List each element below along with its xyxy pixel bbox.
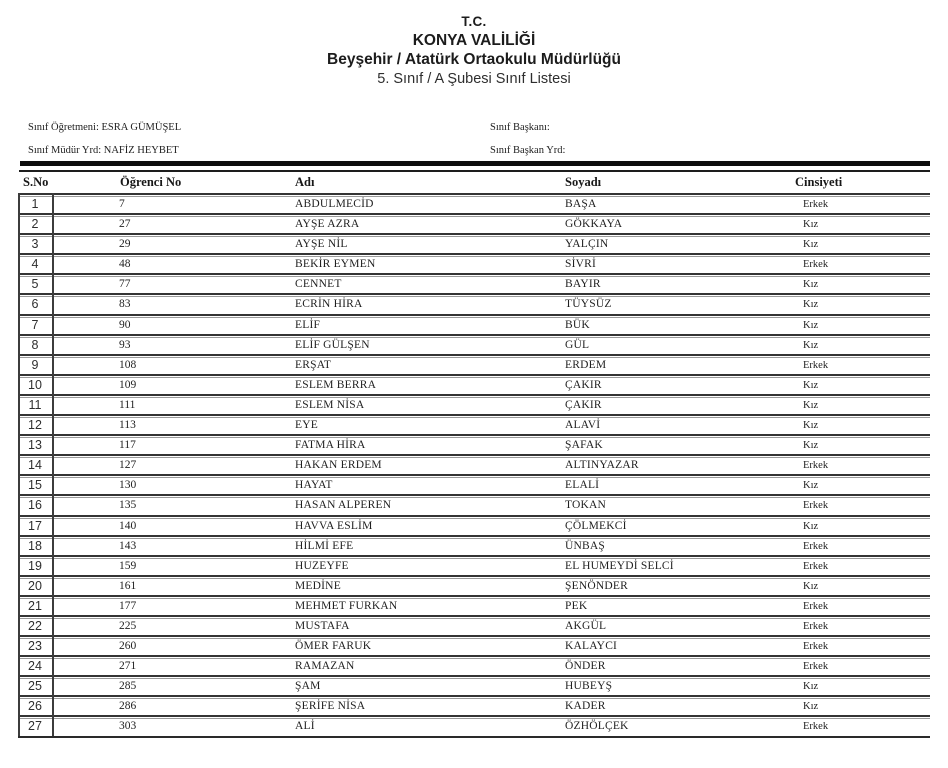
table-row: [18, 193, 930, 213]
table-row: [18, 273, 930, 293]
cell-student-no: 111: [119, 398, 136, 411]
cell-first-name: ESLEM NİSA: [295, 398, 365, 411]
cell-student-no: 140: [119, 519, 137, 532]
cell-gender: Kız: [803, 279, 819, 291]
cell-student-no: 285: [119, 680, 137, 693]
cell-last-name: KALAYCI: [565, 640, 618, 653]
table-row: [18, 434, 930, 454]
column-header-last-name: Soyadı: [565, 175, 602, 189]
cell-first-name: FATMA HİRA: [295, 439, 366, 452]
table-row: [18, 474, 930, 494]
cell-gender: Kız: [803, 520, 819, 532]
cell-sno: 15: [28, 478, 42, 493]
cell-sno: 26: [28, 699, 42, 714]
cell-student-no: 109: [119, 378, 137, 391]
cell-sno: 8: [31, 337, 39, 352]
column-header-gender: Cinsiyeti: [795, 175, 843, 189]
cell-student-no: 7: [119, 198, 125, 210]
cell-sno: 16: [28, 498, 42, 513]
cell-gender: Erkek: [803, 199, 829, 210]
cell-first-name: HAVVA ESLİM: [295, 519, 373, 532]
table-row: [18, 253, 930, 273]
cell-gender: Kız: [803, 701, 819, 713]
cell-first-name: ESLEM BERRA: [295, 378, 377, 391]
table-row: [18, 535, 930, 555]
table-row: [18, 515, 930, 535]
table-row: [18, 374, 930, 394]
cell-sno: 13: [28, 438, 42, 453]
cell-first-name: HASAN ALPEREN: [295, 499, 392, 512]
cell-sno: 11: [28, 397, 42, 412]
cell-student-no: 177: [119, 599, 137, 612]
cell-gender: Kız: [803, 379, 819, 391]
cell-first-name: ALİ: [295, 720, 315, 733]
cell-last-name: BAYIR: [565, 278, 601, 291]
cell-last-name: SİVRİ: [565, 258, 597, 271]
cell-first-name: CENNET: [295, 278, 342, 291]
cell-sno: 9: [31, 357, 39, 372]
republic-title: T.C.: [461, 14, 487, 29]
cell-first-name: HUZEYFE: [295, 559, 349, 572]
cell-gender: Kız: [803, 480, 819, 492]
cell-first-name: ECRİN HİRA: [295, 298, 363, 311]
cell-last-name: ÖNDER: [565, 660, 606, 673]
cell-last-name: HUBEYŞ: [565, 680, 613, 693]
cell-gender: Erkek: [803, 641, 829, 653]
cell-last-name: BAŞA: [565, 198, 597, 210]
cell-last-name: AKGÜL: [565, 619, 607, 632]
cell-last-name: ÖZHÖLÇEK: [565, 720, 629, 733]
table-row: [18, 233, 930, 253]
cell-sno: 3: [31, 237, 39, 252]
cell-first-name: ELİF: [295, 318, 321, 331]
table-row: [18, 394, 930, 414]
cell-sno: 5: [31, 277, 39, 292]
cell-last-name: ÇÖLMEKCİ: [565, 519, 627, 532]
cell-last-name: ALTINYAZAR: [565, 459, 639, 472]
table-row: [18, 635, 930, 655]
cell-student-no: 130: [119, 479, 137, 492]
cell-gender: Erkek: [803, 661, 829, 673]
cell-gender: Erkek: [803, 460, 829, 472]
cell-first-name: MUSTAFA: [295, 619, 350, 632]
vice-principal-field: Sınıf Müdür Yrd: NAFİZ HEYBET: [28, 145, 179, 156]
cell-sno: 19: [28, 558, 42, 573]
cell-last-name: GÜL: [565, 338, 590, 351]
cell-sno: 23: [28, 639, 42, 654]
cell-last-name: ÇAKIR: [565, 378, 602, 391]
cell-sno: 1: [31, 197, 39, 211]
cell-gender: Erkek: [803, 560, 829, 572]
cell-first-name: RAMAZAN: [295, 660, 355, 673]
cell-sno: 24: [28, 659, 42, 674]
cell-last-name: EL HUMEYDİ SELCİ: [565, 559, 674, 572]
cell-student-no: 77: [119, 278, 131, 291]
cell-last-name: BÜK: [565, 318, 590, 331]
table-row: [18, 655, 930, 675]
cell-gender: Kız: [803, 339, 819, 351]
class-president-field: Sınıf Başkanı:: [490, 122, 550, 133]
class-vice-president-field: Sınıf Başkan Yrd:: [490, 145, 566, 156]
cell-student-no: 127: [119, 459, 137, 472]
cell-last-name: TÜYSÜZ: [565, 298, 612, 311]
cell-last-name: ÇAKIR: [565, 398, 602, 411]
cell-gender: Erkek: [803, 721, 829, 733]
cell-sno: 7: [31, 317, 39, 332]
cell-first-name: ELİF GÜLŞEN: [295, 338, 370, 351]
table-row: [18, 414, 930, 434]
cell-first-name: ABDULMECİD: [295, 198, 374, 210]
cell-first-name: BEKİR EYMEN: [295, 258, 376, 271]
cell-first-name: AYŞE NİL: [295, 238, 348, 251]
cell-sno: 17: [28, 518, 42, 533]
cell-student-no: 260: [119, 640, 137, 653]
document-header: [0, 12, 948, 89]
separator-rule-thin: [19, 170, 930, 172]
table-row: [18, 213, 930, 233]
cell-gender: Kız: [803, 440, 819, 452]
separator-rule-thick: [20, 161, 930, 166]
cell-first-name: ŞERİFE NİSA: [295, 700, 366, 713]
cell-gender: Kız: [803, 681, 819, 693]
cell-sno: 6: [31, 297, 39, 312]
class-teacher-field: Sınıf Öğretmeni: ESRA GÜMÜŞEL: [28, 122, 182, 133]
cell-student-no: 113: [119, 419, 136, 432]
cell-gender: Erkek: [803, 500, 829, 512]
cell-student-no: 271: [119, 660, 137, 673]
cell-student-no: 27: [119, 218, 131, 231]
cell-sno: 21: [28, 598, 42, 613]
cell-first-name: AYŞE AZRA: [295, 218, 360, 231]
cell-student-no: 135: [119, 499, 137, 512]
student-table: [18, 193, 930, 738]
table-row: [18, 715, 930, 735]
cell-first-name: ÖMER FARUK: [295, 640, 372, 653]
cell-first-name: HİLMİ EFE: [295, 539, 354, 552]
sno-column-vertical-rule: [52, 193, 54, 736]
cell-student-no: 143: [119, 539, 137, 552]
table-row: [18, 454, 930, 474]
cell-last-name: ŞENÖNDER: [565, 579, 628, 592]
cell-last-name: TOKAN: [565, 499, 607, 512]
cell-student-no: 303: [119, 720, 137, 733]
cell-student-no: 29: [119, 238, 131, 251]
cell-gender: Kız: [803, 580, 819, 592]
cell-student-no: 108: [119, 358, 137, 371]
table-left-vertical-rule: [18, 193, 20, 736]
table-row: [18, 595, 930, 615]
cell-last-name: KADER: [565, 700, 606, 713]
governorship-title: KONYA VALİLİĞİ: [412, 32, 536, 49]
table-row: [18, 675, 930, 695]
table-row: [18, 555, 930, 575]
cell-first-name: HAYAT: [295, 479, 333, 492]
cell-sno: 2: [31, 217, 39, 232]
cell-student-no: 286: [119, 700, 137, 713]
cell-last-name: ALAVİ: [565, 419, 601, 432]
cell-last-name: YALÇIN: [565, 238, 609, 251]
cell-sno: 12: [28, 418, 42, 433]
cell-gender: Kız: [803, 399, 819, 411]
cell-student-no: 83: [119, 298, 131, 311]
cell-gender: Kız: [803, 219, 819, 231]
table-row: [18, 293, 930, 313]
cell-first-name: HAKAN ERDEM: [295, 459, 382, 472]
table-header-row: [18, 173, 930, 193]
cell-student-no: 161: [119, 579, 137, 592]
cell-student-no: 90: [119, 318, 131, 331]
cell-student-no: 93: [119, 338, 131, 351]
cell-last-name: GÖKKAYA: [565, 218, 623, 231]
cell-first-name: MEDİNE: [295, 579, 341, 592]
cell-student-no: 48: [119, 258, 131, 271]
school-title: Beyşehir / Atatürk Ortaokulu Müdürlüğü: [327, 51, 621, 68]
cell-gender: Erkek: [803, 600, 829, 612]
list-subtitle: 5. Sınıf / A Şubesi Sınıf Listesi: [377, 71, 571, 87]
cell-gender: Erkek: [803, 359, 829, 371]
cell-sno: 25: [28, 679, 42, 694]
cell-gender: Erkek: [803, 620, 829, 632]
cell-first-name: MEHMET FURKAN: [295, 599, 398, 612]
cell-sno: 14: [28, 458, 42, 473]
cell-last-name: ERDEM: [565, 358, 607, 371]
cell-last-name: ŞAFAK: [565, 439, 603, 452]
table-row: [18, 334, 930, 354]
column-header-sno: S.No: [23, 175, 49, 189]
cell-first-name: EYE: [295, 419, 318, 432]
cell-gender: Erkek: [803, 540, 829, 552]
cell-student-no: 225: [119, 619, 137, 632]
cell-last-name: PEK: [565, 599, 588, 612]
cell-last-name: ELALİ: [565, 479, 600, 492]
cell-gender: Kız: [803, 319, 819, 331]
cell-student-no: 117: [119, 439, 136, 452]
cell-gender: Kız: [803, 239, 819, 251]
cell-student-no: 159: [119, 559, 137, 572]
column-header-first-name: Adı: [295, 175, 315, 189]
column-header-student-no: Öğrenci No: [120, 175, 182, 189]
cell-sno: 20: [28, 578, 42, 593]
cell-last-name: ÜNBAŞ: [565, 539, 605, 552]
table-row: [18, 575, 930, 595]
table-row: [18, 695, 930, 715]
cell-first-name: ŞAM: [295, 680, 321, 693]
cell-gender: Erkek: [803, 259, 829, 271]
table-row: [18, 615, 930, 635]
cell-sno: 27: [28, 719, 42, 734]
cell-gender: Kız: [803, 420, 819, 432]
table-row: [18, 314, 930, 334]
table-row: [18, 354, 930, 374]
cell-first-name: ERŞAT: [295, 358, 332, 371]
cell-gender: Kız: [803, 299, 819, 311]
cell-sno: 10: [28, 377, 42, 392]
table-row: [18, 494, 930, 514]
cell-sno: 18: [28, 538, 42, 553]
cell-sno: 22: [28, 618, 42, 633]
cell-sno: 4: [31, 257, 39, 272]
